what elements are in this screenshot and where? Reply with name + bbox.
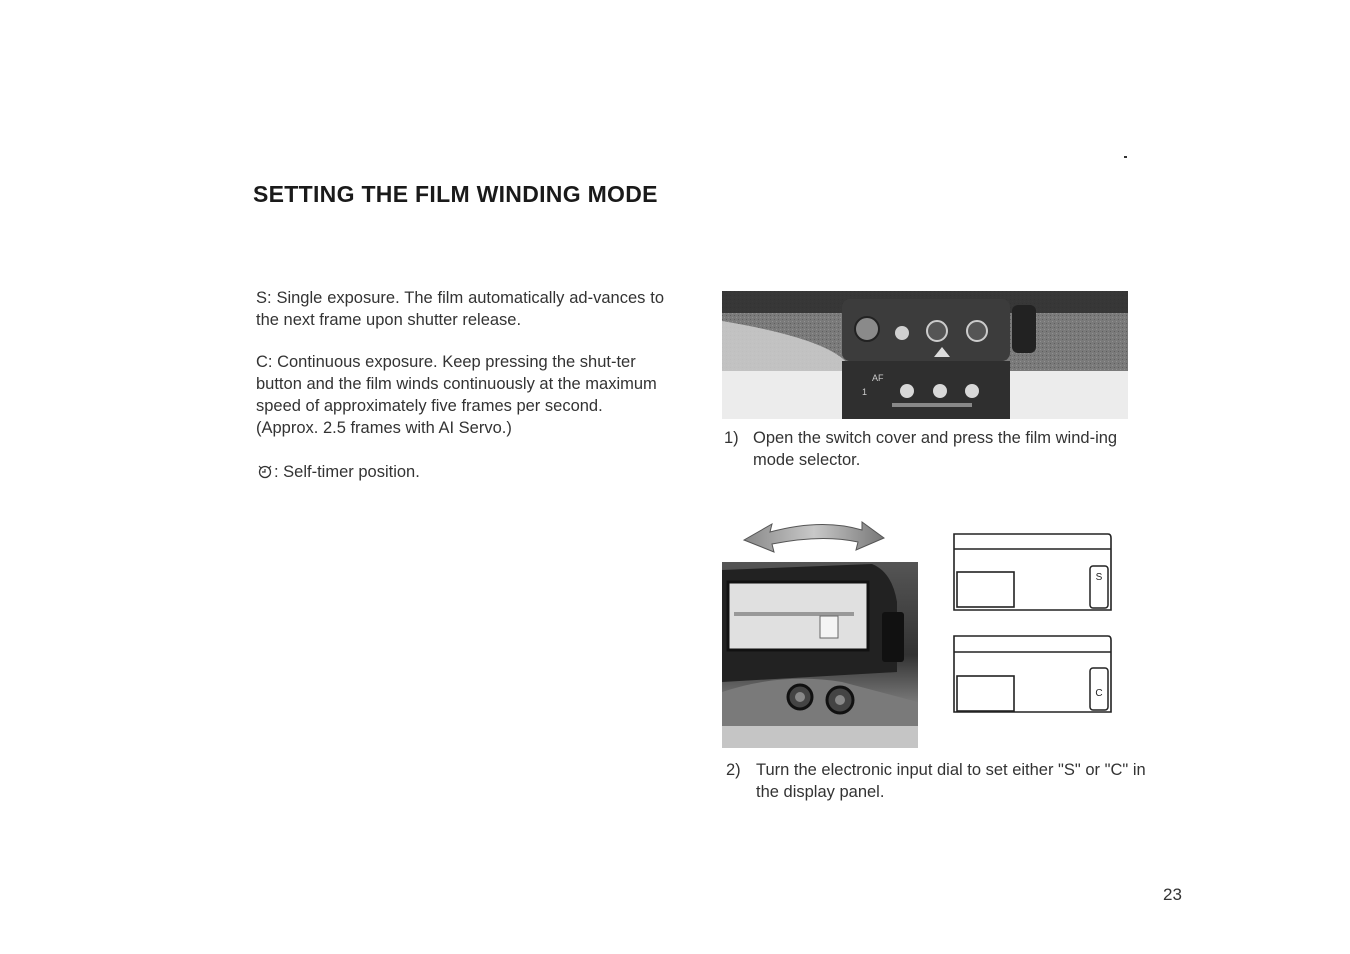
caption-number: 2) (726, 761, 741, 779)
continuous-exposure-text: C: Continuous exposure. Keep pressing the shut-ter button and the film winds continuously at the maximum speed of approximately five frames per second. (Approx. 2.5 frames with AI Servo.) (256, 353, 657, 437)
caption-2 (726, 759, 1146, 803)
caption-text: Open the switch cover and press the film wind-ing mode selector. (753, 429, 1118, 469)
single-exposure-text: S: Single exposure. The film automatically ad-vances to the next frame upon shutter release. (256, 289, 664, 329)
caption-text: Turn the electronic input dial to set either "S" or "C" in the display panel. (756, 761, 1146, 801)
camera-rear-illustration (722, 512, 918, 748)
one-label: 1 (862, 387, 868, 397)
display-panel-c (950, 634, 1114, 714)
caption-1 (724, 427, 1129, 471)
self-timer-text (256, 461, 664, 483)
self-timer-label: : Self-timer position. (274, 463, 420, 481)
rotate-arrow-icon (744, 522, 884, 552)
af-label: AF (872, 373, 884, 383)
mode-indicator-c: C (1095, 688, 1103, 699)
display-panel-s (950, 532, 1114, 612)
scan-speck (1124, 156, 1127, 158)
input-dial-photo (722, 512, 918, 748)
camera-top-illustration (722, 291, 1128, 419)
page-number: 23 (1163, 885, 1182, 904)
page-title: SETTING THE FILM WINDING MODE (253, 181, 658, 207)
caption-number: 1) (724, 429, 739, 447)
self-timer-icon (256, 463, 274, 479)
mode-indicator-s: S (1095, 572, 1103, 583)
switch-cover-photo (722, 291, 1128, 419)
